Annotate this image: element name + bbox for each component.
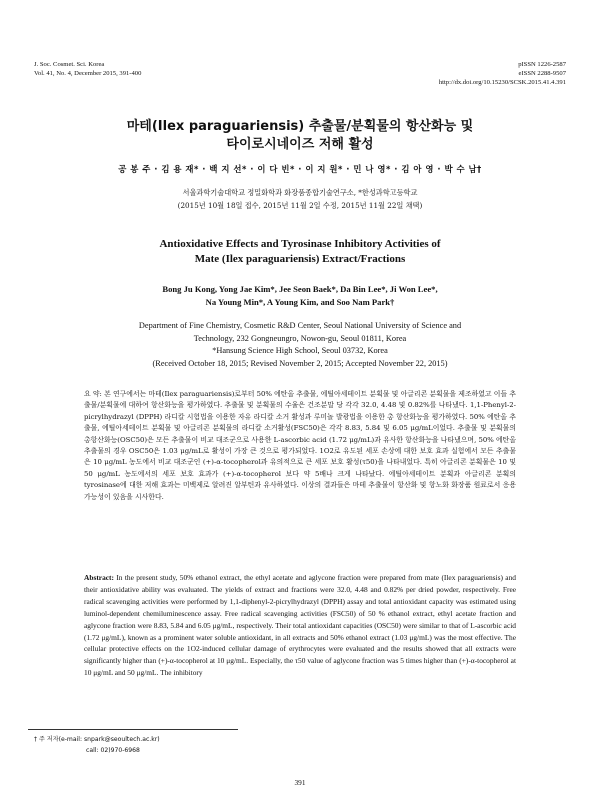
footnote-call: call: 02)970-6968 bbox=[86, 747, 140, 754]
journal-header-right bbox=[439, 60, 566, 87]
korean-authors: 공 봉 주 · 김 용 재* · 백 지 선* · 이 다 빈* · 이 지 원* · 민 나 영* · 김 아 영 · 박 수 남† bbox=[118, 164, 482, 174]
journal-name: J. Soc. Cosmet. Sci. Korea bbox=[34, 61, 105, 68]
page-number: 391 bbox=[294, 778, 306, 787]
journal-volume: Vol. 41, No. 4, December 2015, 391-400 bbox=[34, 70, 142, 77]
english-authors-line2: Na Young Min*, A Young Kim, and Soo Nam Park† bbox=[205, 296, 395, 307]
english-dates: (Received October 18, 2015; Revised November 2, 2015; Accepted November 22, 2015) bbox=[152, 358, 448, 368]
english-affiliation-line1: Department of Fine Chemistry, Cosmetic R&D Center, Seoul National University of Science and bbox=[138, 321, 462, 330]
english-affiliation-line2: Technology, 232 Gongneungro, Nowon-gu, Seoul 01811, Korea bbox=[193, 333, 407, 343]
korean-affiliation-line1: 서울과학기술대학교 정밀화학과 화장품종합기술연구소, *한성과학고등학교 bbox=[182, 188, 418, 197]
korean-title bbox=[0, 118, 600, 154]
korean-abstract: 요 약: 본 연구에서는 마테(Ilex paraguariensis)로부터 50% 에탄올 추출물, 에틸아세테이트 분획물 및 아글리콘 분획물을 제조하였고 이들 추출물/분획물에 대하여 항산화능을 평가하였다. 추출물 및 분획물의 수율은 건조분말 당 각각 32.0, 4.48 및 0.82%를 나타냈다. 1,1-Phenyl-2-picrylhydrazyl (DPPH) 라디칼 시험법을 이용한 자유 라디칼 소거 활성과 루미놀 발광법을 이용한 총 항산화능을 평가하였다. 50% 에탄올 추출물, 에틸아세테이트 분획물 및 아글리콘 분획물의 라디칼 소거활성(FSC50)은 각각 8.83, 5.84 및 6.05 μg/mL이었다. 추출물 및 분획물의 총항산화능(OSC50)은 모든 추출물이 비교 대조군으로 사용한 L-ascorbic acid (1.72 μg/mL)과 유사한 항산화능을 나타냈으며, 50% 에탄올 추출물의 경우 OSC50은 1.03 μg/mL로 활성이 가장 큰 것으로 평가되었다. 1O2로 유도된 세포 손상에 대한 보호 효과 실험에서 모든 추출물은 10 μg/mL 농도에서 비교 대조군인 (+)-α-tocopherol과 유의적으로 큰 세포 보호 활성(τ50)을 나타내었다. 특히 아글리콘 분획물은 10 및 50 μg/mL 농도에서의 세포 보호 효과가 (+)-α-tocopherol 보다 약 5배나 크게 나타났다. 에틸아세테이트 분획과 아글리콘 분획의 tyrosinase에 대한 저해 효과는 미백제로 알려진 알부틴과 유사하였다. 이상의 결과들은 마테 추출물이 항산화 및 항노화 화장품 원료로서 응용 가능성이 있음을 시사한다. bbox=[84, 390, 516, 501]
journal-header-left bbox=[34, 60, 141, 78]
eissn: eISSN 2288-9507 bbox=[518, 70, 566, 77]
footnote-divider bbox=[28, 729, 238, 730]
footnote-author-email: † 주 저자(e-mail: snpark@seoultech.ac.kr) bbox=[34, 736, 160, 743]
english-affiliation bbox=[70, 320, 530, 370]
korean-dates: (2015년 10월 18일 접수, 2015년 11월 2일 수정, 2015년 11월 22일 채택) bbox=[177, 200, 423, 210]
english-abstract-body: In the present study, 50% ethanol extract, the ethyl acetate and aglycone fraction were prepared from mate (Ilex paraguariensis) and their antioxidative ability was evaluated. The yields of extract and fractions were 32.0, 4.48 and 0.82% per dried powder, respectively. Free radical scavenging activities were performed by 1,1-diphenyl-2-picrylhydrazyl (DPPH) assay and total antioxidant capacity was estimated using luminol-dependent chemiluminescence assay. Free radical scavenging activities (FSC50) of 50 % ethanol extract, ethyl acetate fraction and aglycone fraction were 8.83, 5.84 and 6.05 μg/mL, respectively. Their total antioxidant capacities (OSC50) were similar to that of L-ascorbic acid (1.72 μg/mL), known as a prominent water soluble antioxidant, in all extracts and 50% ethanol extract (1.03 μg/mL) was the most effective. The cellular protective effects on the 1O2-induced cellular damage of erythrocytes were evaluated and the results showed that all extracts were significantly higher than (+)-α-tocopherol at 10 μg/mL. Especially, the τ50 value of aglycone fraction was 5 times higher than (+)-α-tocopherol at 10 μg/mL and 50 μg/mL. The inhibitory bbox=[84, 573, 516, 678]
english-affiliation-line3: *Hansung Science High School, Seoul 03732, Korea bbox=[212, 346, 388, 356]
english-title-line2: Mate (Ilex paraguariensis) Extract/Fractions bbox=[194, 253, 406, 265]
english-title bbox=[60, 237, 540, 267]
korean-title-line1: 마테(Ilex paraguariensis) 추출물/분획물의 항산화능 및 bbox=[126, 119, 474, 134]
abstract-label: Abstract: bbox=[84, 573, 114, 582]
doi-link[interactable]: http://dx.doi.org/10.15230/SCSK.2015.41.4.391 bbox=[438, 79, 566, 86]
footnote bbox=[34, 734, 160, 756]
korean-title-line2: 타이로시네이즈 저해 활성 bbox=[226, 137, 374, 152]
english-authors-line1: Bong Ju Kong, Yong Jae Kim*, Jee Seon Baek*, Da Bin Lee*, Ji Won Lee*, bbox=[162, 284, 438, 294]
english-authors bbox=[90, 283, 510, 308]
english-abstract bbox=[84, 572, 516, 679]
korean-affiliation bbox=[0, 187, 600, 212]
pissn: pISSN 1226-2587 bbox=[518, 61, 566, 68]
english-title-line1: Antioxidative Effects and Tyrosinase Inhibitory Activities of bbox=[159, 238, 441, 250]
